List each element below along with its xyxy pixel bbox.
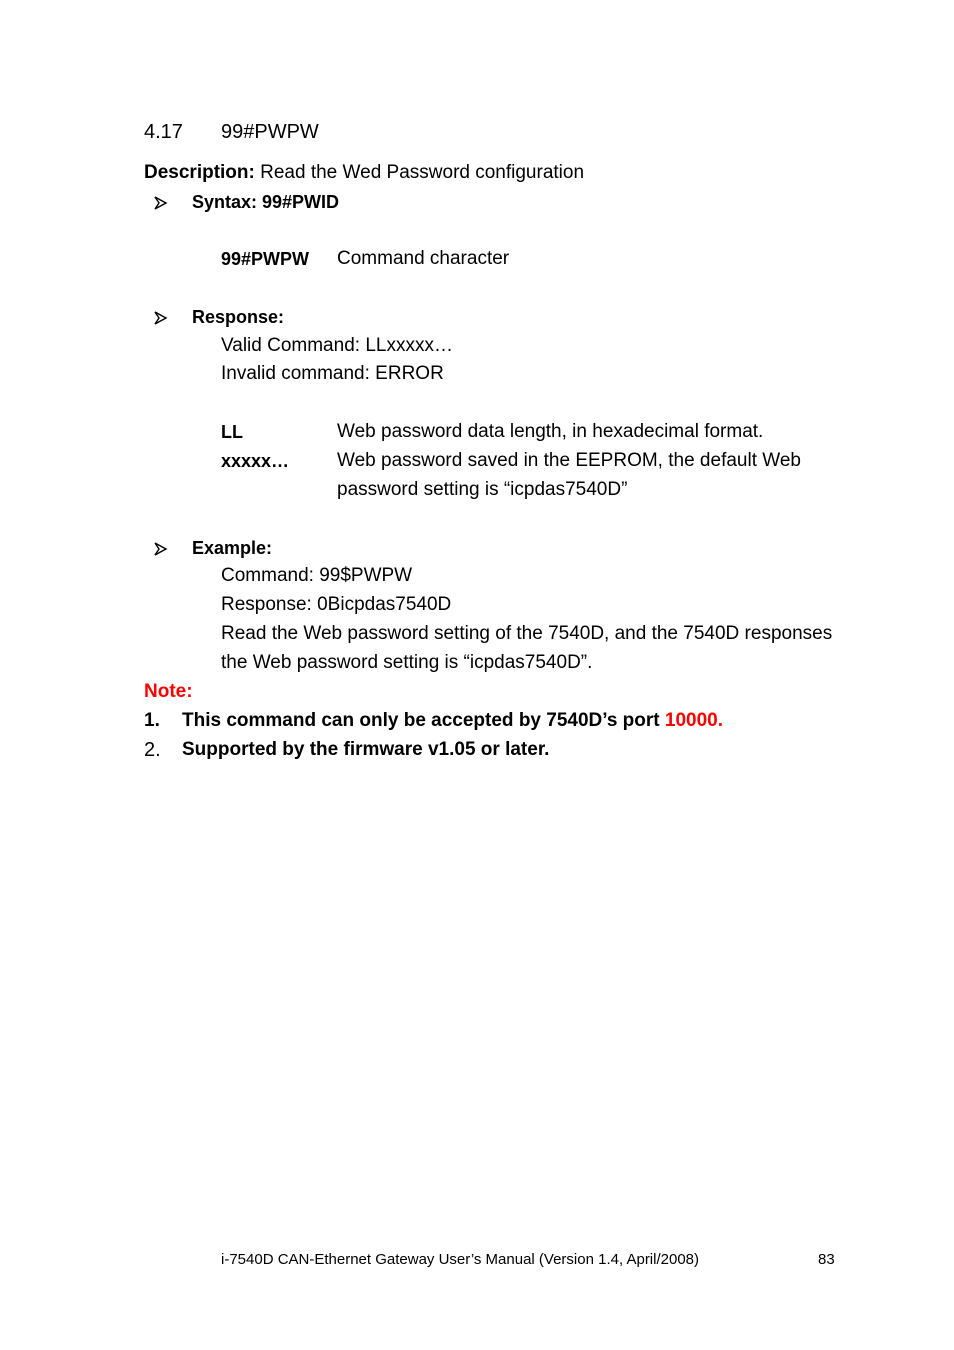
- arrowhead-bullet-icon: [153, 538, 169, 560]
- note-item-number: 2.: [144, 739, 161, 761]
- response-def: Web password saved in the EEPROM, the default Web: [337, 450, 801, 471]
- response-label: Response:: [192, 307, 285, 327]
- arrowhead-bullet-icon: [153, 307, 169, 329]
- syntax-term: 99#PWPW: [221, 249, 310, 269]
- section-title: 99#PWPW: [221, 121, 319, 143]
- description-label: Description:: [144, 162, 255, 183]
- note-item: [182, 710, 723, 732]
- response-term: LL: [221, 422, 243, 442]
- example-line: Read the Web password setting of the 7540D, and the 7540D responses: [221, 623, 833, 644]
- note-item-number: 1.: [144, 710, 160, 731]
- section-number: 4.17: [144, 121, 183, 143]
- response-def: Web password data length, in hexadecimal format.: [337, 421, 764, 442]
- port-number-highlight: 10000.: [664, 710, 724, 731]
- note-label: Note:: [144, 681, 193, 702]
- response-line: Valid Command: LLxxxxx…: [221, 335, 453, 356]
- description: [144, 162, 584, 184]
- example-line: Response: 0Bicpdas7540D: [221, 594, 452, 615]
- example-line: the Web password setting is “icpdas7540D”.: [221, 652, 593, 673]
- example-label: Example:: [192, 538, 273, 558]
- response-def-continued: password setting is “icpdas7540D”: [337, 479, 628, 500]
- syntax-def: Command character: [337, 248, 510, 269]
- note-item-text: This command can only be accepted by 7540D’s port: [182, 710, 665, 731]
- example-line: Command: 99$PWPW: [221, 565, 413, 586]
- arrowhead-bullet-icon: [153, 192, 169, 214]
- note-item-text: Supported by the firmware v1.05 or later.: [182, 739, 550, 760]
- response-term: xxxxx…: [221, 451, 290, 471]
- description-text: Read the Wed Password configuration: [260, 162, 585, 183]
- response-line: Invalid command: ERROR: [221, 363, 444, 384]
- footer-text: i-7540D CAN-Ethernet Gateway User’s Manual (Version 1.4, April/2008): [221, 1251, 700, 1268]
- syntax-label: Syntax: 99#PWID: [192, 192, 340, 212]
- page-number: 83: [818, 1251, 835, 1268]
